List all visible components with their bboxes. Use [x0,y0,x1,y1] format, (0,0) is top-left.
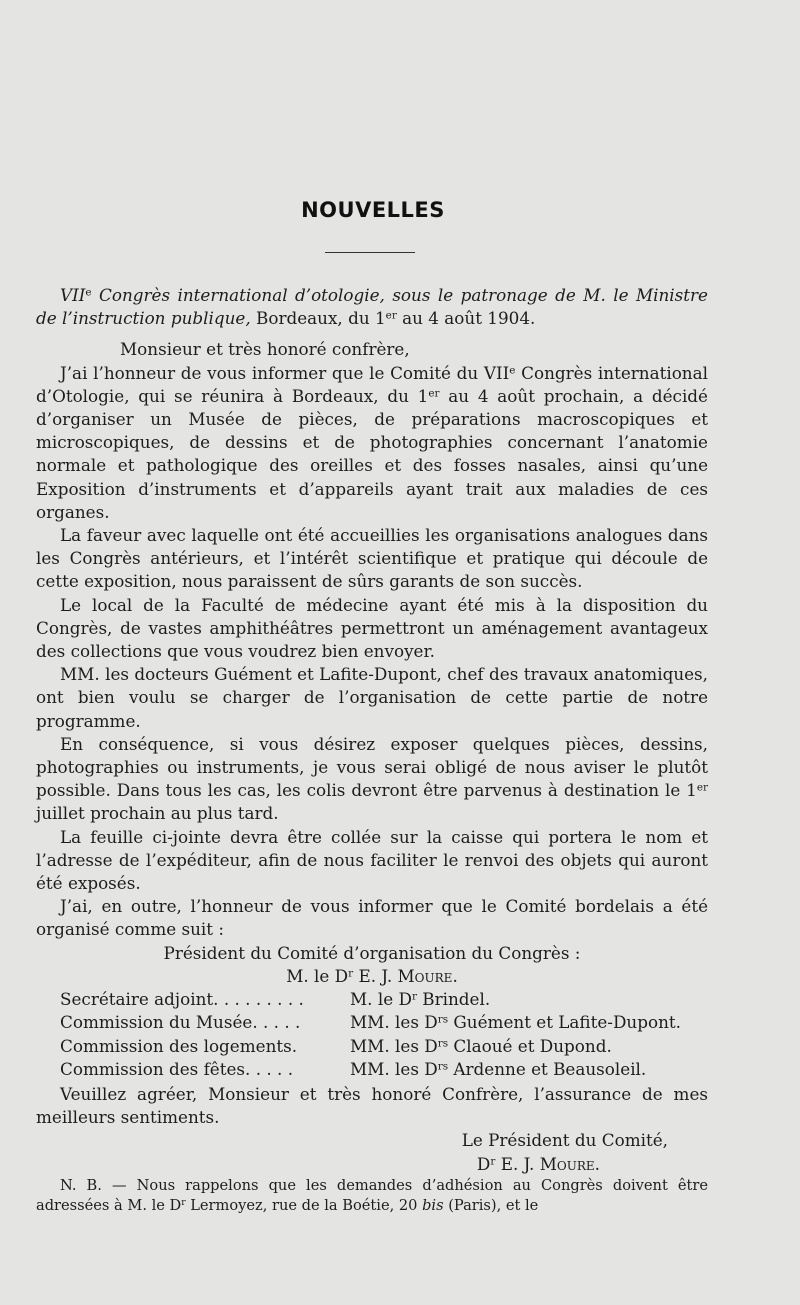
heading-italic-2: Congrès international d’otologie, sous le patronage de M. le Ministre de l’instruction publique, [36,285,708,329]
signature-surname: Moure [539,1153,595,1174]
role-members-pre: MM. les D [350,1058,438,1079]
role-row [36,988,708,1011]
paragraph-5 [36,733,708,826]
heading-sup-1: e [85,286,92,299]
paragraph-4: MM. les docteurs Guément et Lafite-Dupont, chef des travaux anatomiques, ont bien voulu se charger de l’organisation de cette partie de notre programme. [36,664,708,731]
p1-part-b: Congrès international d’Otologie, qui se réunira à Bordeaux, du 1 [36,362,708,406]
role-members-pre: MM. les D [350,1035,438,1056]
president-line: Président du Comité d’organisation du Congrès : [163,942,581,963]
heading-sup-2: er [385,309,397,322]
role-members-sup: rs [437,1059,449,1072]
title-rule [325,252,415,253]
role-label: Commission des fêtes. . . . . [60,1058,294,1079]
role-members-post: Claoué et Dupond. [448,1035,612,1056]
nb-sup: r [181,1198,186,1209]
p1-sup-b: er [428,387,440,400]
nb-part-b: Lermoyez, rue de la Boétie, 20 [185,1197,423,1215]
role-label: Commission du Musée. . . . . [60,1012,301,1033]
president-surname: Moure [397,965,453,986]
p5-sup-a: er [696,781,708,794]
president-name [36,965,708,988]
president-name-b: E. J. [353,965,398,986]
president-name-a: M. le D [286,965,349,986]
president-name-end: . [452,965,458,986]
role-members [350,1011,708,1034]
president-name-sup: r [348,967,354,980]
p1-part-a: J’ai l’honneur de vous informer que le Comité du VII [60,362,510,383]
paragraph-6: La feuille ci-jointe devra être collée sur la caisse qui portera le nom et l’adresse de l’expéditeur, afin de nous faciliter le renvoi des objets qui auront été exposés. [36,826,708,894]
nb-part-c: (Paris), et le [443,1197,539,1215]
signature-post: E. J. [495,1153,540,1174]
signature-pre: D [476,1153,491,1174]
nb-italic: bis [422,1197,444,1215]
section-title: NOUVELLES [301,198,445,222]
role-members-sup: rs [437,1013,449,1026]
paragraph-3: Le local de la Faculté de médecine ayant été mis à la disposition du Congrès, de vastes amphithéâtres permettront un aménagement avantageux des collections que vous voudrez bien envoyer. [36,594,708,662]
paragraph-2: La faveur avec laquelle ont été accueillies les organisations analogues dans les Congrès antérieurs, et l’intérêt scientifique et pratique qui découle de cette exposition, nous paraissent de sûrs garants de son succès. [36,525,708,592]
role-members-post: Guément et Lafite-Dupont. [448,1012,681,1033]
role-members [350,1035,708,1058]
role-members-pre: MM. les D [350,1012,438,1033]
role-label: Secrétaire adjoint. . . . . . . . . [60,989,304,1010]
greeting: Monsieur et très honoré confrère, [120,339,410,360]
role-row [36,1011,708,1034]
p1-part-c: au 4 août prochain, a décidé d’organiser un Musée de pièces, de préparations macroscopiques et microscopiques, de dessins et de photographies concernant l’anatomie normale et pathologique des oreilles et des fosses nasales, ainsi qu’une Exposition d’instruments et d’appareils ayant trait aux maladies de ces organes. [36,385,708,522]
heading-roman-2: au 4 août 1904. [396,308,536,329]
signature-title: Le Président du Comité, [461,1130,668,1151]
role-members [350,988,708,1011]
role-label: Commission des logements. [60,1035,298,1056]
signature-name [36,1153,708,1176]
role-members-post: Ardenne et Beausoleil. [448,1058,647,1079]
nb-part-a: N. B. — Nous rappelons que les demandes d’adhésion au Congrès doivent être adressées à M. le D [36,1176,708,1215]
role-members-sup: r [411,990,417,1003]
p1-sup-a: e [509,363,516,376]
closing-paragraph: Veuillez agréer, Monsieur et très honoré Confrère, l’assurance de mes meilleurs sentiments. [36,1083,708,1128]
role-row [36,1035,708,1058]
heading-italic-1: VII [60,285,86,305]
signature-sup: r [490,1154,496,1167]
committee-roles [36,988,708,1081]
heading-roman-1: Bordeaux, du 1 [250,308,386,329]
p5-part-b: juillet prochain au plus tard. [36,803,279,824]
role-row [36,1058,708,1081]
congress-heading [36,284,708,330]
role-members-pre: M. le D [350,989,412,1010]
body-text [36,284,708,1217]
p5-part-a: En conséquence, si vous désirez exposer quelques pièces, dessins, photographies ou instruments, je vous serai obligé de nous aviser le plutôt possible. Dans tous les cas, les colis devront être parvenus à destination le 1 [36,733,708,801]
paragraph-7: J’ai, en outre, l’honneur de vous informer que le Comité bordelais a été organisé comme suit : [36,896,708,940]
nota-bene [36,1176,708,1217]
role-members [350,1058,708,1081]
paragraph-1 [36,362,708,524]
role-members-post: Brindel. [416,989,491,1010]
role-members-sup: rs [437,1036,449,1049]
signature-end: . [594,1153,600,1174]
